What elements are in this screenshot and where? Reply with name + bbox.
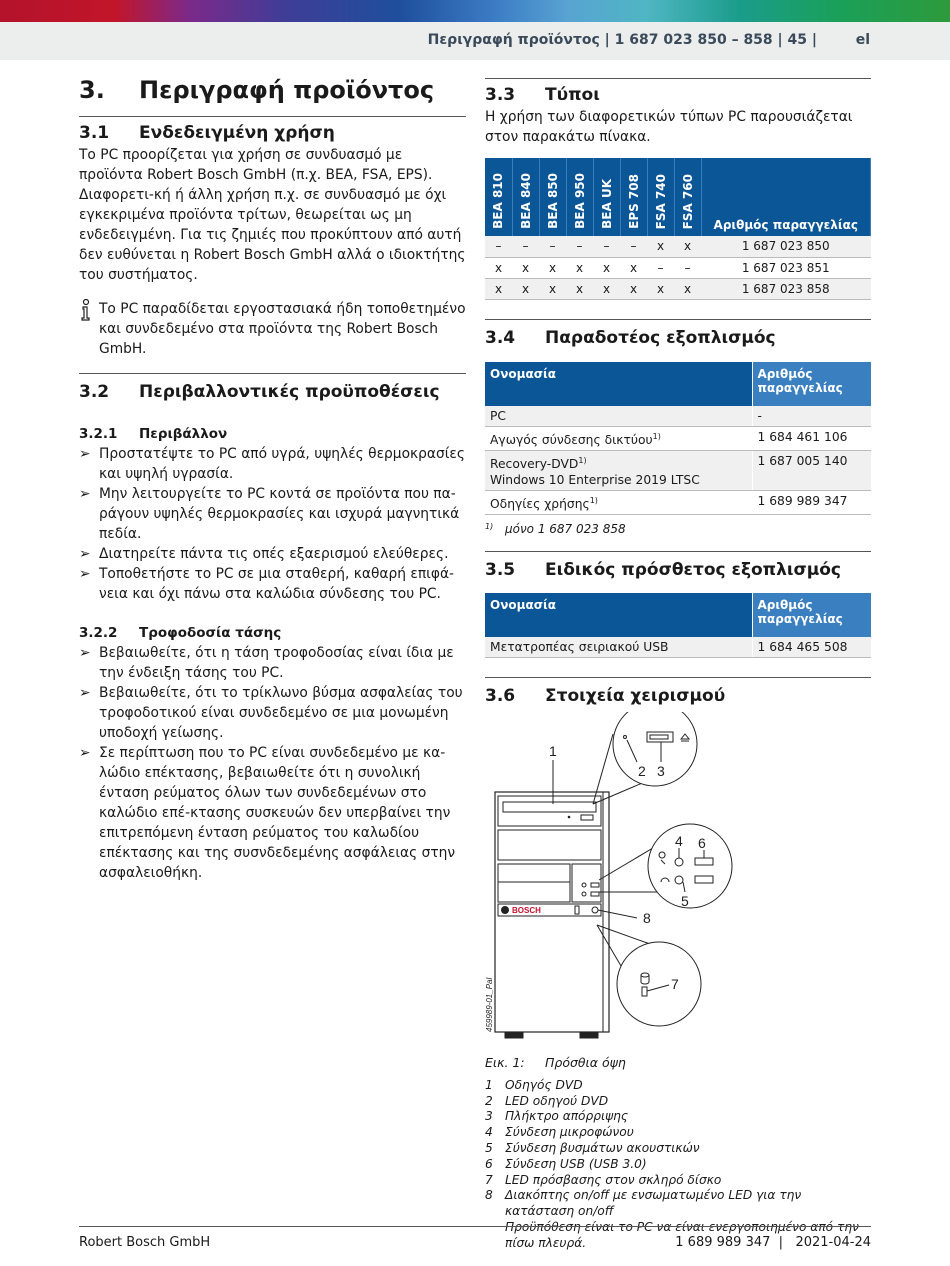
list-item: ➢ Τοποθετήστε το PC σε μια σταθερή, καθαρή επιφά-νεια και όχι πάνω στα καλώδια σύνδεσης του PC.: [79, 566, 455, 602]
right-column: [485, 78, 871, 1252]
language-code: el: [855, 32, 870, 48]
types-table: BEA 810 BEA 840 BEA 850 BEA 950 BEA UK EPS 708 FSA 740 FSA 760 Αριθμός παραγγελίας – – – – – – x x 1 687 023 850 x x x x x x – – 1 687 023 851 x x x x x x x x 1 687 023 858: [485, 158, 871, 300]
callout-1: 1: [549, 742, 557, 759]
callout-6: 6: [698, 834, 706, 851]
list-item: ➢ Προστατέψτε το PC από υγρά, υψηλές θερμοκρασίες και υψηλή υγρασία.: [79, 446, 465, 482]
accessory-table: Ονομασία Αριθμός παραγγελίας Μετατροπέας σειριακού USB 1 684 465 508: [485, 593, 871, 658]
info-note: [79, 299, 466, 359]
list-item: ➢ Διατηρείτε πάντα τις οπές εξαερισμού ελεύθερες.: [79, 546, 449, 562]
section-3-2-1-heading: 3.2.1 Περιβάλλον: [79, 426, 228, 442]
list-item: 8 Διακόπτης on/off με ενσωματωμένο LED για την κατάσταση on/off Προϋπόθεση είναι το PC να είναι ενεργοποιημένο από την πίσω πλευρά.: [485, 1188, 859, 1250]
callout-3: 3: [657, 762, 665, 779]
figure-caption: Εικ. 1: Πρόσθια όψη: [485, 1054, 626, 1070]
list-item: ➢ Μην λειτουργείτε το PC κοντά σε προϊόντα που πα-ράγουν υψηλές θερμοκρασίες και ισχυρά μαγνητικά πεδία.: [79, 486, 460, 542]
running-title: Περιγραφή προϊόντος | 1 687 023 850 – 858 | 45 |: [427, 32, 817, 48]
section-3-2-heading: 3.2 Περιβαλλοντικές προϋποθέσεις: [79, 373, 466, 404]
front-view-figure: [485, 712, 871, 1052]
table-row: PC -: [485, 406, 871, 427]
section-3-5-heading: 3.5 Ειδικός πρόσθετος εξοπλισμός: [485, 551, 871, 582]
section-3-2-2-heading: 3.2.2 Τροφοδοσία τάσης: [79, 625, 282, 641]
table-row: Οδηγίες χρήσης$^{1)}$ 1 689 989 347: [485, 490, 871, 514]
types-intro: Η χρήση των διαφορετικών τύπων PC παρουσιάζεται στον παρακάτω πίνακα.: [485, 109, 853, 145]
list-item: ➢ Βεβαιωθείτε, ότι το τρίκλωνο βύσμα ασφαλείας του τροφοδοτικού είναι συνδεδεμένο σε μια μονωμένη υποδοχή γείωσης.: [79, 685, 463, 741]
list-item: 3 Πλήκτρο απόρριψης: [485, 1109, 629, 1124]
running-header: [0, 22, 950, 60]
list-item: 4 Σύνδεση μικροφώνου: [485, 1125, 634, 1140]
figure-code: 459989-01_Pal: [485, 977, 494, 1032]
power-supply-list: [79, 643, 466, 883]
footer-company: Robert Bosch GmbH: [79, 1235, 211, 1250]
table-row: x x x x x x x x 1 687 023 858: [485, 278, 871, 299]
section-3-1-heading: 3.1 Ενδεδειγμένη χρήση: [79, 123, 335, 143]
list-item: ➢ Σε περίπτωση που το PC είναι συνδεδεμένο με κα-λώδιο επέκτασης, βεβαιωθείτε ότι η συνολική ένταση ρεύματος όλων των συνδεδεμένων στο καλώδιο επέ-κτασης συσκευών δεν υπερβαίνει την επιτρεπόμενη ένταση ρεύματος του καλωδίου επέκτασης και της συσνδεδεμένης ασφάλειας στην ασφαλειοθήκη.: [79, 745, 456, 881]
section-3-6-heading: 3.6 Στοιχεία χειρισμού: [485, 677, 871, 708]
footnote: $^{1)}$ μόνο 1 687 023 858: [485, 521, 626, 536]
intended-use-text: Το PC προορίζεται για χρήση σε συνδυασμό με προϊόντα Robert Bosch GmbH (π.χ. BEA, FSA, EPS). Διαφορετι-κή ή άλλη χρήση π.χ. σε συνδυασμό με όχι εγκεκριμένα προϊόντα τρίτων, θεωρείται ως μη ενδεδειγμένη. Για τις ζημιές που προκύπτουν από αυτή δεν ευθύνεται η Robert Bosch GmbH αλλά ο ιδιοκτήτης του συστήματος.: [79, 147, 466, 283]
list-item: ➢ Βεβαιωθείτε, ότι η τάση τροφοδοσίας είναι ίδια με την ένδειξη τάσης του PC.: [79, 645, 454, 681]
list-item: 7 LED πρόσβασης στον σκληρό δίσκο: [485, 1172, 722, 1187]
table-row: Μετατροπέας σειριακού USB 1 684 465 508: [485, 637, 871, 658]
pc-front-drawing: [485, 712, 871, 1052]
color-band: [0, 0, 950, 22]
section-3-3-heading: 3.3 Τύποι: [485, 78, 871, 107]
page-footer: [79, 1226, 871, 1250]
info-icon: [79, 299, 99, 359]
section-3-4-heading: 3.4 Παραδοτέος εξοπλισμός: [485, 319, 871, 350]
callout-4: 4: [675, 832, 683, 849]
callout-8: 8: [643, 909, 651, 926]
list-item: 5 Σύνδεση βυσμάτων ακουστικών: [485, 1140, 700, 1155]
footer-docinfo: 1 689 989 347 | 2021-04-24: [675, 1235, 871, 1250]
list-item: 6 Σύνδεση USB (USB 3.0): [485, 1156, 647, 1171]
table-row: Recovery-DVD$^{1)}$ Windows 10 Enterprise 2019 LTSC 1 687 005 140: [485, 450, 871, 490]
callout-7: 7: [671, 975, 679, 992]
environment-list: [79, 444, 466, 604]
chapter-heading: 3. Περιγραφή προϊόντος: [79, 76, 466, 117]
brand-logo: BOSCH: [512, 905, 541, 915]
list-item: 2 LED οδηγού DVD: [485, 1093, 609, 1108]
note-text: Το PC παραδίδεται εργοστασιακά ήδη τοποθετημένο και συνδεδεμένο στα προϊόντα της Robert Bosch GmbH.: [99, 301, 466, 357]
left-column: [79, 76, 466, 883]
table-row: – – – – – – x x 1 687 023 850: [485, 236, 871, 257]
list-item: 1 Οδηγός DVD: [485, 1077, 583, 1092]
delivery-table: Ονομασία Αριθμός παραγγελίας PC - Αγωγός σύνδεσης δικτύου$^{1)}$ 1 684 461 106 Recovery-DVD$^{1)}$ Windows 10 Enterprise 2019 LTSC 1 687 005 140 Οδηγίες χρήσης$^{1)}$ 1 689 989 347: [485, 362, 871, 515]
callout-2: 2: [638, 762, 646, 779]
table-row: Αγωγός σύνδεσης δικτύου$^{1)}$ 1 684 461 106: [485, 426, 871, 450]
table-row: x x x x x x – – 1 687 023 851: [485, 257, 871, 278]
callout-5: 5: [681, 892, 689, 909]
